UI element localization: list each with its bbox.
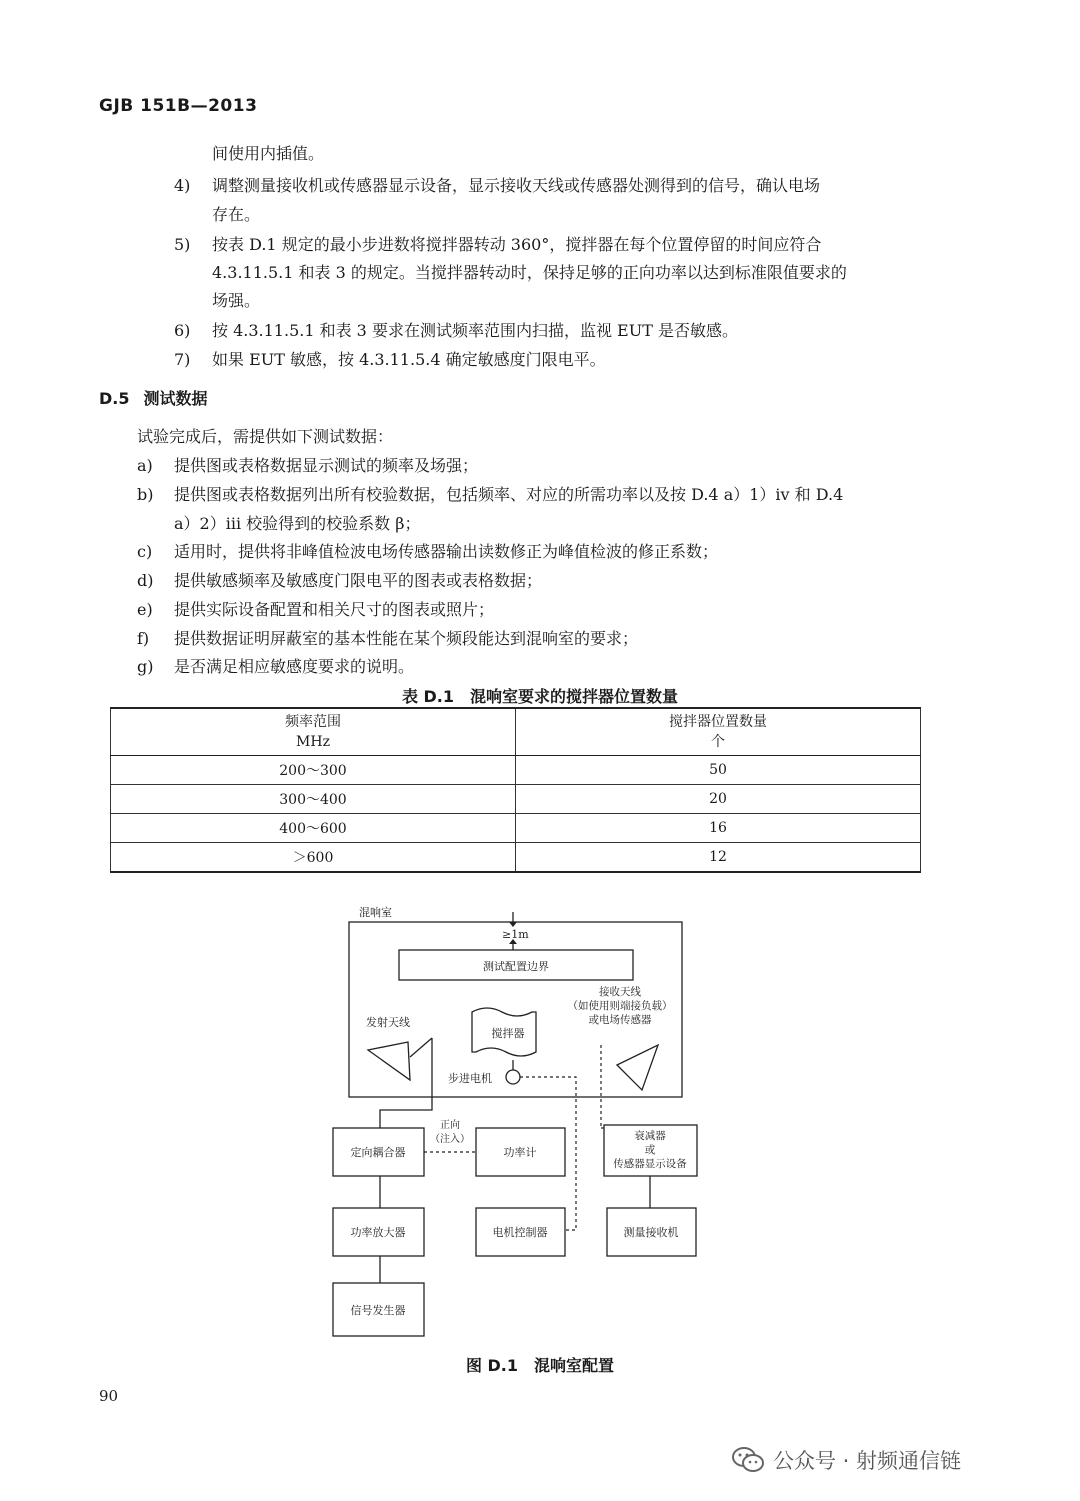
list-item-label: a) <box>137 456 153 475</box>
chamber-label: 混响室 <box>359 906 392 919</box>
coupler-label: 定向耦合器 <box>350 1146 406 1159</box>
header-text: 搅拌器位置数量 <box>669 714 767 730</box>
attenuator-label: 传感器显示设备 <box>613 1158 687 1170</box>
section-title: 测试数据 <box>143 389 208 408</box>
step-number: 7) <box>174 350 191 369</box>
list-item-label: d) <box>137 571 154 590</box>
step-text-line: 调整测量接收机或传感器显示设备，显示接收天线或传感器处测得到的信号，确认电场 <box>212 176 821 195</box>
forward-label: 正向 <box>440 1120 460 1131</box>
step-text-line: 按 4.3.11.5.1 和表 3 要求在测试频率范围内扫描，监视 EUT 是否敏感。 <box>212 321 738 340</box>
list-item-label: b) <box>137 485 154 504</box>
rx-antenna-label: 或电场传感器 <box>588 1014 652 1026</box>
list-item-text: 提供图或表格数据列出所有校验数据，包括频率、对应的所需功率以及按 D.4 a）1）iv 和 D.4 <box>174 485 844 504</box>
section-number: D.5 <box>99 389 130 408</box>
step-text-line: 存在。 <box>212 205 261 224</box>
stirrer-positions-table <box>110 707 921 873</box>
table-header-row <box>111 708 921 756</box>
section-intro: 试验完成后，需提供如下测试数据： <box>137 427 394 446</box>
step-continuation-line: 间使用内插值。 <box>212 144 325 163</box>
table-row <box>111 756 921 785</box>
forward-label: （注入） <box>430 1134 470 1145</box>
list-item-text: a）2）iii 校验得到的校验系数 β； <box>174 514 421 533</box>
table-row <box>111 785 921 814</box>
step-number: 5) <box>174 235 191 254</box>
step-text-line: 按表 D.1 规定的最小步进数将搅拌器转动 360°，搅拌器在每个位置停留的时间应符合 <box>212 235 822 254</box>
table-header-cell <box>516 708 921 756</box>
table-cell: 16 <box>516 814 921 843</box>
watermark-text: 公众号 · 射频通信链 <box>773 1449 962 1473</box>
table-caption: 表 D.1 混响室要求的搅拌器位置数量 <box>401 687 679 706</box>
table-cell: ＞600 <box>111 843 516 873</box>
list-item-label: c) <box>137 542 153 561</box>
list-item-text: 适用时，提供将非峰值检波电场传感器输出读数修正为峰值检波的修正系数； <box>174 542 719 561</box>
list-item-label: e) <box>137 600 153 619</box>
section-heading <box>99 386 208 409</box>
page-number: 90 <box>99 1387 119 1405</box>
table-cell: 400～600 <box>111 814 516 843</box>
list-item-label: f) <box>137 629 150 648</box>
receiver-label: 测量接收机 <box>623 1226 679 1239</box>
step-text-line: 场强。 <box>212 291 261 310</box>
step-number: 6) <box>174 321 191 340</box>
figure-caption: 图 D.1 混响室配置 <box>465 1356 615 1375</box>
table-cell: 20 <box>516 785 921 814</box>
table-cell: 12 <box>516 843 921 873</box>
boundary-label: 测试配置边界 <box>483 960 549 973</box>
table-cell: 50 <box>516 756 921 785</box>
signal-generator-label: 信号发生器 <box>350 1304 406 1317</box>
wechat-icon <box>731 1445 765 1475</box>
list-item-label: g) <box>137 657 154 676</box>
header-text: 频率范围 <box>285 714 341 730</box>
step-text-line: 4.3.11.5.1 和表 3 的规定。当搅拌器转动时，保持足够的正向功率以达到标准限值要求的 <box>212 263 847 282</box>
reverberation-chamber-diagram <box>320 900 720 1345</box>
tx-antenna-shape <box>368 1042 410 1080</box>
stepper-motor-circle <box>506 1070 520 1084</box>
table-row <box>111 814 921 843</box>
step-text-line: 如果 EUT 敏感，按 4.3.11.5.4 确定敏感度门限电平。 <box>212 350 606 369</box>
attenuator-label: 衰减器 <box>634 1130 666 1142</box>
motor-controller-label: 电机控制器 <box>492 1226 548 1239</box>
rx-antenna-shape <box>617 1045 658 1090</box>
list-item-text: 提供敏感频率及敏感度门限电平的图表或表格数据； <box>174 571 543 590</box>
list-item-text: 提供图或表格数据显示测试的频率及场强； <box>174 456 479 475</box>
rx-antenna-label: （如使用则端接负载） <box>567 1000 673 1012</box>
header-unit: MHz <box>296 734 330 750</box>
header-unit: 个 <box>711 734 725 750</box>
stirrer-label: 搅拌器 <box>491 1027 525 1040</box>
list-item-text: 提供实际设备配置和相关尺寸的图表或照片； <box>174 600 495 619</box>
table-cell: 200～300 <box>111 756 516 785</box>
tx-antenna-label: 发射天线 <box>366 1016 410 1029</box>
watermark <box>731 1440 961 1480</box>
list-item-text: 是否满足相应敏感度要求的说明。 <box>174 657 415 676</box>
list-item-text: 提供数据证明屏蔽室的基本性能在某个频段能达到混响室的要求； <box>174 629 639 648</box>
amplifier-label: 功率放大器 <box>350 1226 406 1239</box>
table-row <box>111 843 921 873</box>
tx-feed-line <box>380 1038 432 1128</box>
table-header-cell <box>111 708 516 756</box>
standard-number: GJB 151B—2013 <box>99 96 258 116</box>
attenuator-label: 或 <box>644 1144 656 1156</box>
table-cell: 300～400 <box>111 785 516 814</box>
power-meter-label: 功率计 <box>503 1146 537 1159</box>
rx-antenna-label: 接收天线 <box>599 986 641 998</box>
clearance-label: ≥1m <box>502 928 529 941</box>
stepper-motor-label: 步进电机 <box>448 1072 492 1085</box>
step-number: 4) <box>174 176 191 195</box>
